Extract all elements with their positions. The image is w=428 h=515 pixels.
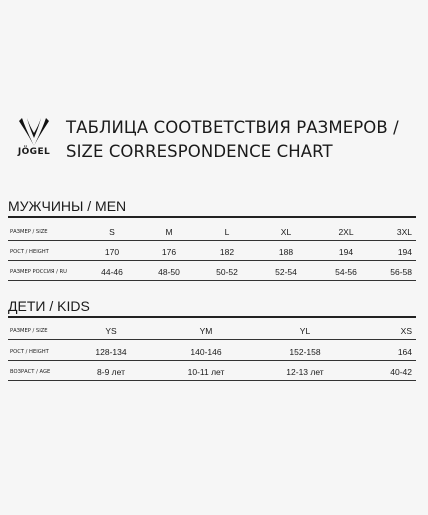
men-heading-rule — [8, 216, 416, 218]
cell: 164 — [397, 347, 412, 357]
row-label: РАЗМЕР / SIZE — [10, 229, 48, 235]
title-line-ru: ТАБЛИЦА СООТВЕТСТВИЯ РАЗМЕРОВ / — [66, 118, 399, 137]
cell: YS — [105, 326, 117, 336]
row-divider — [8, 280, 416, 281]
title-line-en: SIZE CORRESPONDENCE CHART — [66, 142, 333, 161]
cell: 194 — [338, 247, 354, 257]
cell: 54-56 — [335, 267, 357, 277]
cell: L — [224, 227, 230, 237]
cell: 52-54 — [275, 267, 297, 277]
kids-section-heading: ДЕТИ / KIDS — [8, 298, 90, 314]
cell: YL — [299, 326, 311, 336]
cell: XS — [400, 326, 412, 336]
row-label: РОСТ / HEIGHT — [10, 249, 49, 255]
cell: 48-50 — [158, 267, 180, 277]
row-label: РОСТ / HEIGHT — [10, 349, 49, 355]
kids-heading-rule — [8, 316, 416, 318]
cell: 182 — [219, 247, 235, 257]
men-row-size — [8, 226, 420, 238]
row-label: РАЗМЕР РОССИЯ / RU — [10, 269, 67, 275]
chart-title — [66, 116, 416, 164]
cell: M — [165, 227, 173, 237]
cell: 12-13 лет — [286, 367, 324, 377]
jogel-emblem-icon — [19, 118, 49, 146]
men-row-ru-size — [8, 266, 420, 278]
cell: 152-158 — [289, 347, 321, 357]
cell: 8-9 лет — [97, 367, 125, 377]
row-label: РАЗМЕР / SIZE — [10, 328, 48, 334]
cell: 128-134 — [95, 347, 127, 357]
row-divider — [8, 360, 416, 361]
row-divider — [8, 339, 416, 340]
cell: 10-11 лет — [187, 367, 225, 377]
men-section-heading: МУЖЧИНЫ / MEN — [8, 198, 127, 214]
cell: 44-46 — [101, 267, 123, 277]
logo-wordmark: JÖGEL — [17, 147, 51, 157]
cell: 188 — [278, 247, 294, 257]
cell: 194 — [397, 247, 412, 257]
kids-row-age — [8, 366, 420, 378]
cell: 140-146 — [190, 347, 222, 357]
cell: 40-42 — [390, 367, 412, 377]
row-divider — [8, 260, 416, 261]
cell: 170 — [104, 247, 120, 257]
kids-row-size — [8, 325, 420, 337]
cell: 2XL — [338, 227, 354, 237]
cell: XL — [280, 227, 292, 237]
cell: 3XL — [396, 227, 412, 237]
men-row-height — [8, 246, 420, 258]
cell: S — [109, 227, 115, 237]
cell: 56-58 — [390, 267, 412, 277]
cell: 176 — [161, 247, 177, 257]
kids-row-height — [8, 346, 420, 358]
row-divider — [8, 380, 416, 381]
row-label: ВОЗРАСТ / AGE — [10, 369, 51, 375]
row-divider — [8, 240, 416, 241]
brand-logo — [14, 118, 54, 157]
cell: 50-52 — [216, 267, 238, 277]
cell: YM — [199, 326, 213, 336]
